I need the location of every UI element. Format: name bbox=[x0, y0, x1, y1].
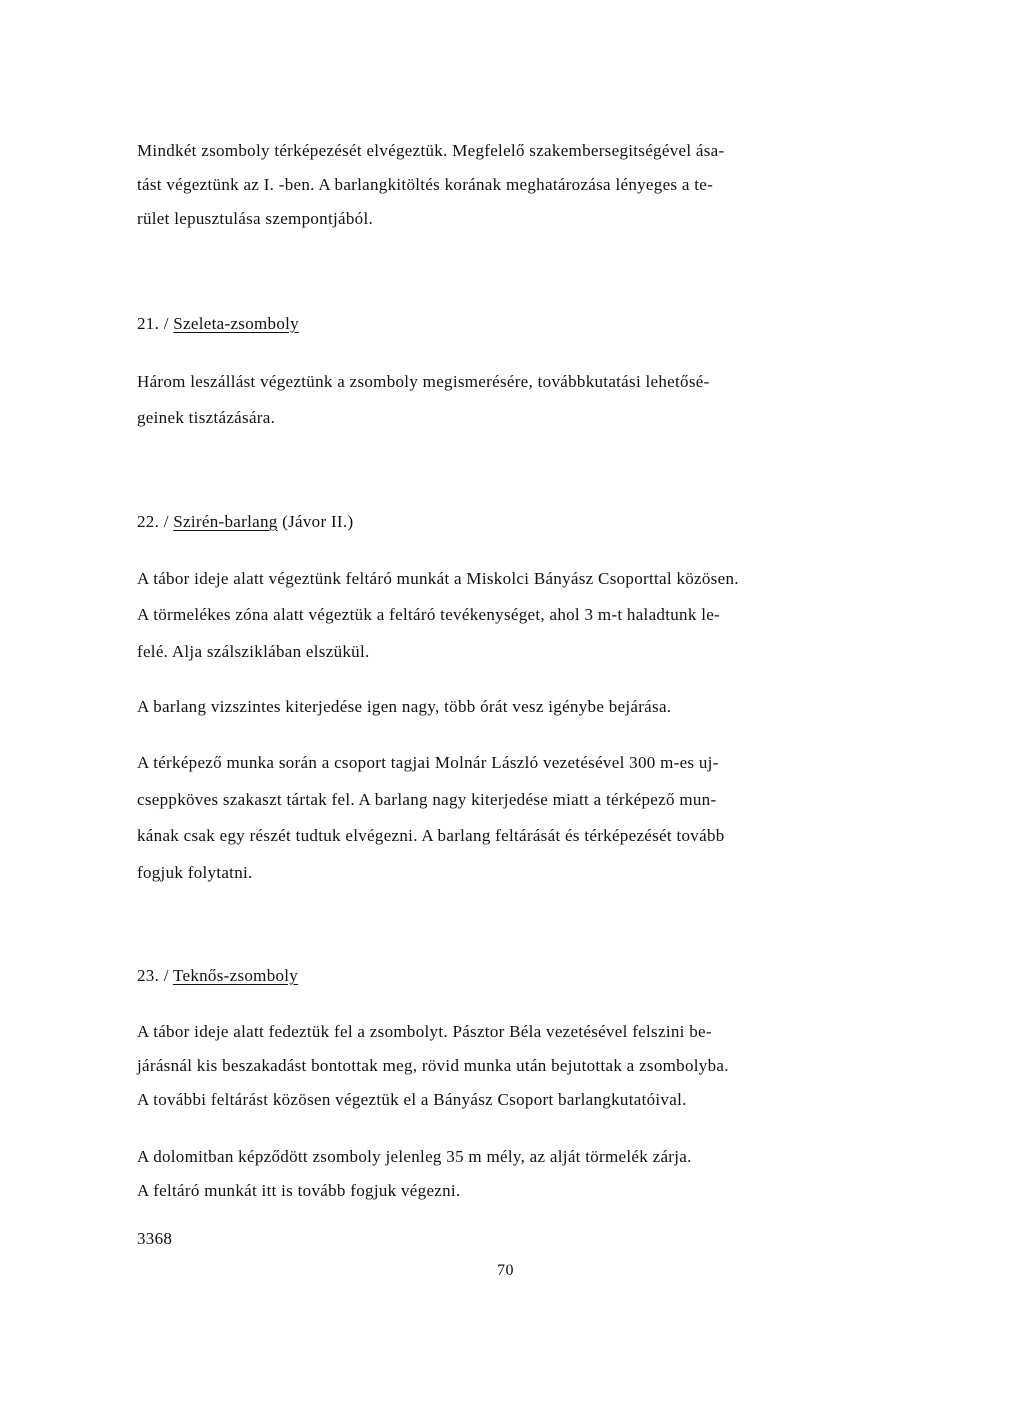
section-22-line-8: fogjuk folytatni. bbox=[137, 863, 253, 882]
section-22-line-5: A térképező munka során a csoport tagjai Molnár László vezetésével 300 m-es uj- bbox=[137, 753, 719, 772]
section-23-line-3: A további feltárást közösen végeztük el a Bányász Csoport barlangkutatóival. bbox=[137, 1090, 687, 1109]
section-23-heading bbox=[137, 965, 298, 987]
section-22-line-4: A barlang vizszintes kiterjedése igen nagy, több órát vesz igénybe bejárása. bbox=[137, 697, 672, 716]
section-23-number: 23. / bbox=[137, 966, 169, 985]
section-22-suffix: (Jávor II.) bbox=[282, 512, 354, 531]
section-23-line-5: A feltáró munkát itt is tovább fogjuk végezni. bbox=[137, 1181, 461, 1200]
section-21-heading bbox=[137, 313, 299, 335]
document-code: 3368 bbox=[137, 1229, 173, 1248]
section-22-line-7: kának csak egy részét tudtuk elvégezni. A barlang feltárását és térképezését tovább bbox=[137, 826, 725, 845]
intro-line-1: Mindkét zsomboly térképezését elvégeztük. Megfelelő szakembersegitségével ása- bbox=[137, 141, 725, 160]
section-23-line-2: járásnál kis beszakadást bontottak meg, rövid munka után bejutottak a zsombolyba. bbox=[137, 1056, 729, 1075]
page-number: 70 bbox=[497, 1262, 514, 1279]
section-22-line-3: felé. Alja szálsziklában elszükül. bbox=[137, 642, 370, 661]
section-23-line-1: A tábor ideje alatt fedeztük fel a zsombolyt. Pásztor Béla vezetésével felszini be- bbox=[137, 1022, 712, 1041]
intro-line-2: tást végeztünk az I. -ben. A barlangkitöltés korának meghatározása lényeges a te- bbox=[137, 175, 714, 194]
section-22-line-6: cseppköves szakaszt tártak fel. A barlang nagy kiterjedése miatt a térképező mun- bbox=[137, 790, 717, 809]
intro-line-3: rület lepusztulása szempontjából. bbox=[137, 209, 374, 228]
section-21-number: 21. / bbox=[137, 314, 169, 333]
section-21-line-1: Három leszállást végeztünk a zsomboly megismerésére, továbbkutatási lehetősé- bbox=[137, 372, 710, 391]
section-22-number: 22. / bbox=[137, 512, 169, 531]
section-22-heading bbox=[137, 511, 353, 533]
section-22-title: Szirén-barlang bbox=[173, 512, 278, 531]
section-22-line-2: A törmelékes zóna alatt végeztük a feltáró tevékenységet, ahol 3 m-t haladtunk le- bbox=[137, 605, 721, 624]
section-23-line-4: A dolomitban képződött zsomboly jelenleg 35 m mély, az alját törmelék zárja. bbox=[137, 1147, 692, 1166]
section-23-title: Teknős-zsomboly bbox=[172, 966, 299, 985]
section-22-line-1: A tábor ideje alatt végeztünk feltáró munkát a Miskolci Bányász Csoporttal közösen. bbox=[137, 569, 739, 588]
section-21-title: Szeleta-zsomboly bbox=[173, 314, 299, 333]
section-21-line-2: geinek tisztázására. bbox=[137, 408, 276, 427]
